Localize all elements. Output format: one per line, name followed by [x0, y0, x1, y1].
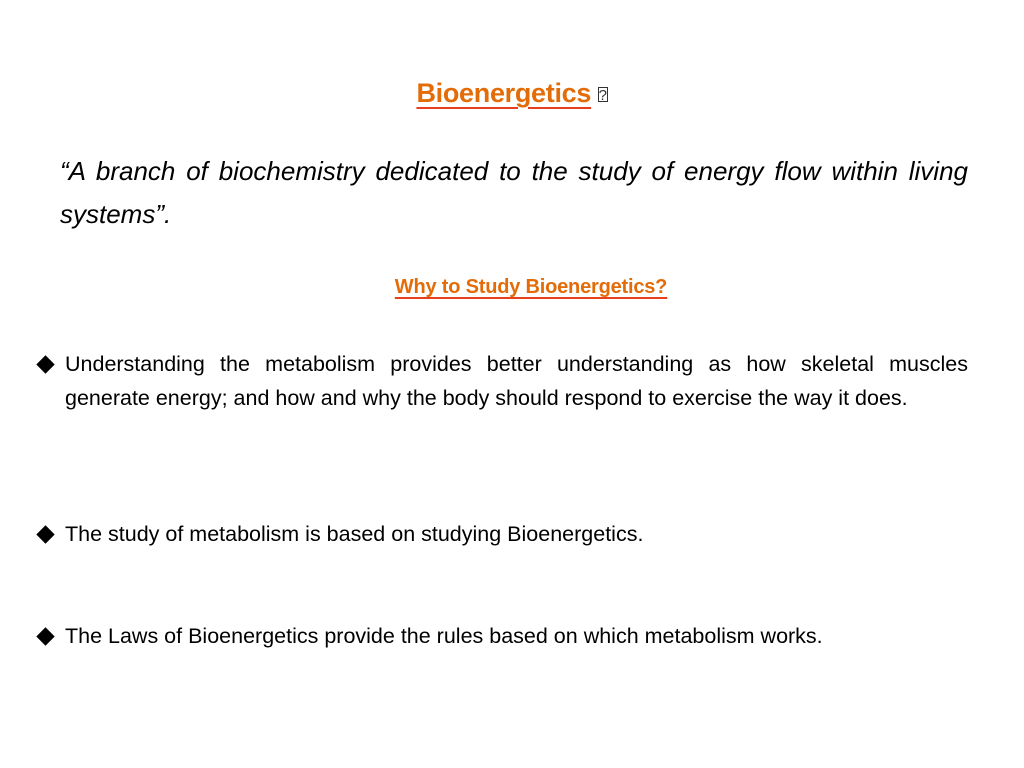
bullet-text: The Laws of Bioenergetics provide the rules based on which metabolism works. [65, 624, 823, 648]
bullet-item [35, 619, 968, 653]
bullet-text: Understanding the metabolism provides better understanding as how skeletal muscles generate energy; and how and why the body should respond to exercise the way it does. [65, 352, 968, 410]
diamond-bullet-icon [35, 619, 65, 653]
diamond-bullet-icon [35, 517, 65, 551]
section-subtitle: Why to Study Bioenergetics? [394, 276, 668, 298]
bullet-item [35, 347, 968, 415]
slide-title: Bioenergetics [416, 78, 592, 108]
subtitle-row [0, 276, 1024, 299]
definition-quote: “A branch of biochemistry dedicated to the study of energy flow within living systems”. [60, 156, 968, 229]
title-row [0, 78, 1024, 109]
bullet-text: The study of metabolism is based on studying Bioenergetics. [65, 522, 644, 546]
missing-glyph-icon: ? [598, 87, 607, 104]
bullet-item [35, 517, 968, 551]
diamond-bullet-icon [35, 347, 65, 381]
